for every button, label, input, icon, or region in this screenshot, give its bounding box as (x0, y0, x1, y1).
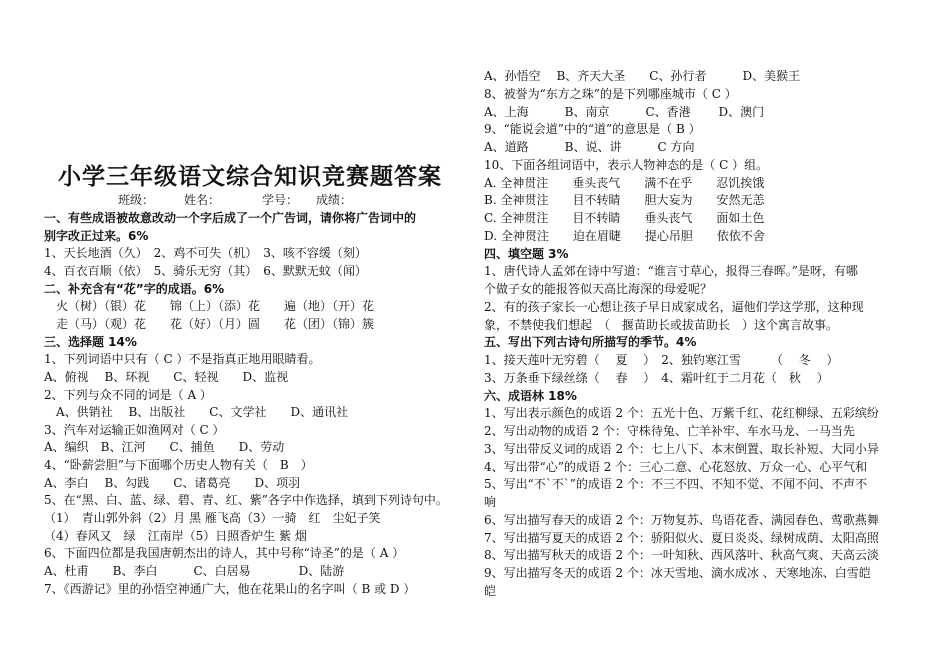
text-line: 7、《西游记》里的孙悟空神通广大，他在花果山的名字叫（ B 或 D ） (44, 581, 416, 596)
text-line: A、编织 B、江河 C、捕鱼 D、劳动 (44, 440, 285, 455)
text-line: 9、写出描写冬天的成语 2 个：冰天雪地、滴水成冰 、天寒地冻、白雪皑 (484, 566, 871, 580)
text-line: 走（马）（观）花 花（好）（月）圆 花（团）（锦）簇 (44, 316, 375, 331)
text-line: （1） 青山郭外斜（2）月 黑 雁飞高（3）一骑 红 尘妃子笑 (44, 511, 381, 526)
text-line: A、孙悟空 B、齐天大圣 C、孙行者 D、美猴王 (484, 69, 801, 83)
text-line: D. 全神贯注 迫在眉睫 提心吊胆 依依不舍 (484, 228, 765, 243)
text-line: 3、万条垂下绿丝绦（ 春 ） 4、霜叶红于二月花（ 秋 ） (484, 370, 829, 385)
text-line: 1、接天莲叶无穷碧（ 夏 ） 2、独钓寒江雪 （ 冬 ） (484, 353, 839, 367)
text-line: A、供销社 B、出版社 C、文学社 D、通讯社 (44, 405, 349, 420)
text-line: 4、写出带“心”的成语 2 个：三心二意、心花怒放、万众一心、心平气和 (484, 459, 868, 474)
text-line: 8、被誉为“东方之珠”的是下列哪座城市（ C ） (484, 86, 737, 101)
text-line: 象，不禁使我们想起 （ 揠苗助长或拔苗助长 ）这个寓言故事。 (484, 317, 839, 332)
text-line: A、俯视 B、环视 C、轻视 D、监视 (44, 369, 289, 384)
text-line: 2、写出动物的成语 2 个：守株待兔、亡羊补牢、车水马龙、一马当先 (484, 424, 855, 438)
text-line: 6、下面四位都是我国唐朝杰出的诗人，其中号称“诗圣”的是（ A ） (44, 546, 405, 561)
text-line: 火（树）（银）花 锦（上）（添）花 遍（地）（开）花 (44, 299, 375, 314)
text-line: 6、写出描写春天的成语 2 个：万物复苏、鸟语花香、满园春色、莺歌燕舞 (484, 512, 879, 527)
text-line: A. 全神贯注 垂头丧气 满不在乎 忍饥挨饿 (484, 175, 765, 190)
text-line: 2、有的孩子家长一心想让孩子早日成家成名，逼他们学这学那，这种现 (484, 299, 864, 314)
text-line: （4）春风又 绿 江南岸（5）日照香炉生 紫 烟 (44, 528, 307, 543)
text-line: 1、下列词语中只有（ C ）不是指真正地用眼睛看。 (44, 352, 321, 367)
text-line: A、道路 B、说、讲 C 方向 (484, 140, 695, 154)
section-heading: 别字改正过来。6% (44, 228, 149, 243)
text-line: 4、“卧薪尝胆”与下面哪个历史人物有关（ B ） (44, 458, 313, 473)
section-heading: 四、填空题 3% (484, 246, 569, 261)
section-heading: 一、有些成语被故意改动一个字后成了一个广告词，请你将广告词中的 (44, 211, 417, 225)
text-line: A、上海 B、南京 C、香港 D、澳门 (484, 104, 765, 119)
text-line: 3、写出带反义词的成语 2 个：七上八下、本末倒置、取长补短、大同小异 (484, 441, 879, 456)
text-line: B. 全神贯注 目不转睛 胆大妄为 安然无恙 (484, 193, 765, 208)
text-line: 1、唐代诗人孟郊在诗中写道：“谁言寸草心，报得三春晖。”是呀，有哪 (484, 264, 858, 279)
text-line: 皑 (484, 583, 497, 598)
text-line: 1、写出表示颜色的成语 2 个：五光十色、万紫千红、花红柳绿、五彩缤纷 (484, 406, 879, 421)
text-line: 响 (484, 495, 497, 509)
student-info-line: 班级： 姓名： 学号： 成绩： (118, 193, 353, 207)
text-line: 个做子女的能报答似天高比海深的母爱呢？ (484, 282, 713, 296)
page-title: 小学三年级语文综合知识竞赛题答案 (58, 163, 442, 190)
text-line: 5、写出“不`不`”的成语 2 个：不三不四、不知不觉、不闻不问、不声不 (484, 477, 868, 492)
section-heading: 二、补充含有“花”字的成语。6% (44, 281, 225, 296)
text-line: 9、“能说会道”中的“道”的意思是（ B ） (484, 122, 701, 137)
text-line: C. 全神贯注 目不转睛 垂头丧气 面如土色 (484, 211, 765, 225)
text-line: 8、写出描写秋天的成语 2 个：一叶知秋、西风落叶、秋高气爽、天高云淡 (484, 548, 879, 563)
section-heading: 三、选择题 14% (44, 334, 137, 349)
text-line: 3、汽车对运输正如渔网对（ C ） (44, 422, 225, 437)
section-heading: 六、成语林 18% (484, 388, 577, 403)
text-line: 4、百衣百顺（依） 5、骑乐无穷（其） 6、默默无蚊（闻） (44, 263, 367, 278)
section-heading: 五、写出下列古诗句所描写的季节。4% (484, 335, 697, 350)
text-line: A、李白 B、勾践 C、诸葛亮 D、项羽 (44, 475, 301, 490)
text-line: A、杜甫 B、李白 C、白居易 D、陆游 (44, 564, 345, 578)
text-line: 5、在“黑、白、蓝、绿、碧、青、红、紫”各字中作选择，填到下列诗句中。 (44, 493, 448, 508)
text-line: 10、下面各组词语中，表示人物神态的是（ C ）组。 (484, 157, 769, 172)
text-line: 2、下列与众不同的词是（ A ） (44, 387, 212, 402)
text-line: 7、写出描写夏天的成语 2 个：骄阳似火、夏日炎炎、绿树成荫、太阳高照 (484, 530, 879, 545)
text-line: 1、天长地酒（久） 2、鸡不可失（机） 3、咳不容缓（刻） (44, 246, 367, 261)
